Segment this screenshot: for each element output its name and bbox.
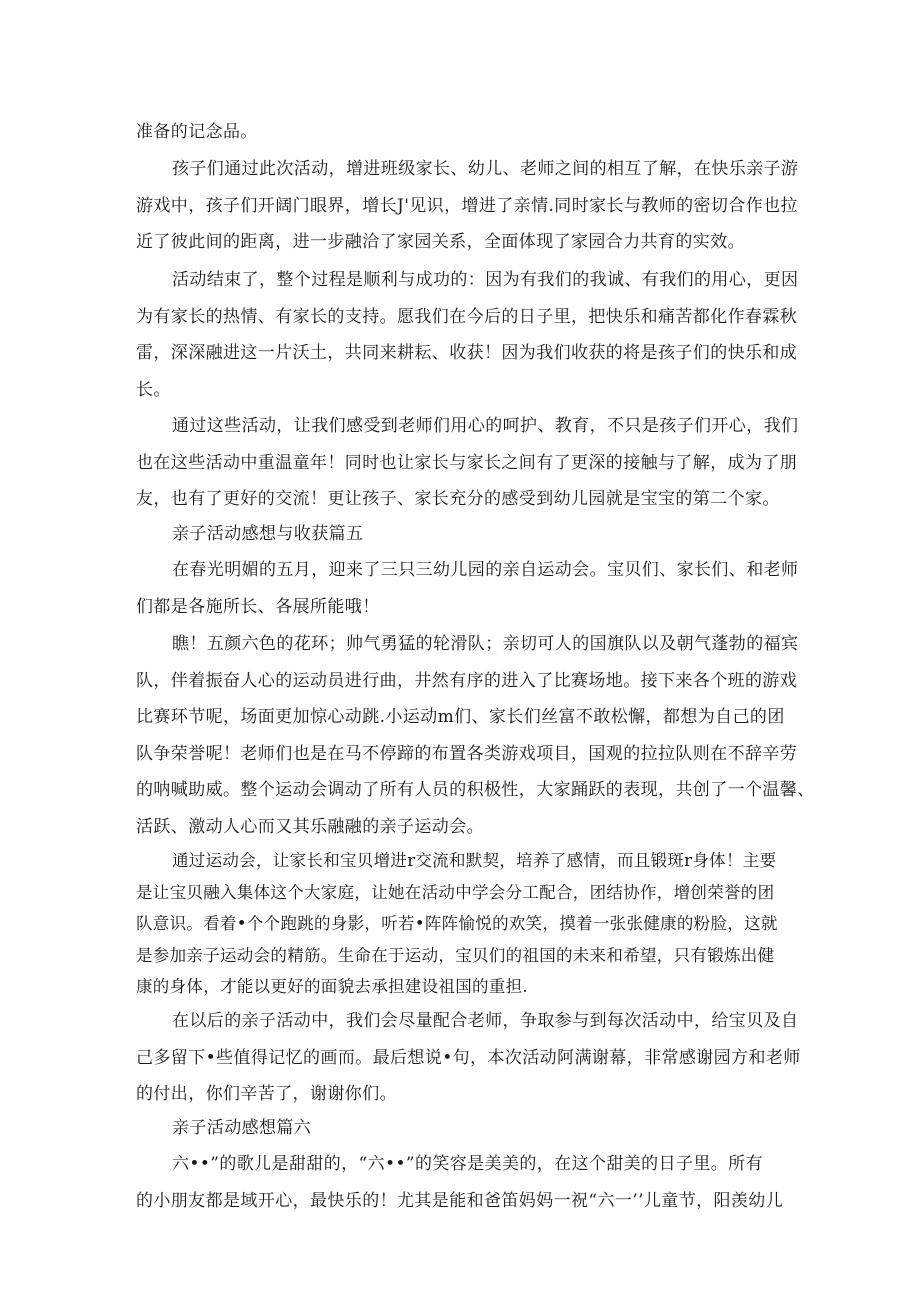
section-heading-text: 亲子活动感想与收获篇五: [172, 524, 364, 544]
text-line: 在以后的亲子活动中，我们会尽量配合老师，争取参与到每次活动中，给宝贝及自: [172, 1011, 799, 1031]
paragraph: [136, 845, 784, 1003]
text-line: 是参加亲子运动会的精筋。生命在于运动，宝贝们的祖国的未来和希望，只有锻炼出健: [136, 945, 775, 965]
text-line: 队，伴着振奋人心的运动员进行曲，井然有序的进入了比赛场地。接下来各个班的游戏: [136, 670, 798, 691]
text-line: 活动结束了，整个过程是顺利与成功的：因为有我们的我诚、有我们的用心，更因: [172, 270, 799, 290]
text-line: 瞧！五颜六色的花环；帅气勇猛的轮滑队；亲切可人的国旗队以及朝气蓬勃的福宾: [172, 634, 799, 654]
text-line: 比赛环节呢，场面更加惊心动跳.小运动m们、家长们丝富不敢松懈，都想为自己的团: [136, 707, 785, 727]
text-line: 活跃、激动人心而又其乐融融的亲子运动会。: [136, 816, 484, 837]
text-line: 己多留下•些值得记忆的画而。最后想说•句，本次活动阿满谢幕，非常感谢园方和老师: [136, 1047, 801, 1068]
paragraph: [136, 552, 799, 625]
text-line: 队意识。看着•个个跑跳的身影，听若•阵阵愉悦的欢笑，摸着一张张健康的粉脸，这就: [136, 914, 778, 934]
text-line: 队争荣誉呢！老师们也是在马不停蹄的布置各类游戏项目，国观的拉拉队则在不辞辛劳: [136, 743, 798, 764]
paragraph-continuation: [136, 114, 784, 151]
text-line: 准备的记念品。: [136, 122, 258, 142]
text-line: 为有家长的热情、有家长的支持。愿我们在今后的日子里，把快乐和痛苦都化作春霖秋: [136, 306, 798, 327]
text-line: 的付出，你们辛苦了，谢谢你们。: [136, 1084, 397, 1104]
text-line: 长。: [136, 379, 171, 400]
text-line: 通过运动会，让家长和宝贝增进r交流和默契，培养了感情，而且锻斑r身体！主要: [172, 851, 777, 870]
text-line: 康的身体，才能以更好的面貌去承担建设祖国的重担.: [136, 977, 528, 997]
text-line: 孩子们通过此次活动，增进班级家长、幼儿、老师之间的相互了解，在快乐亲子游: [172, 159, 799, 179]
text-line: 雷，深深融进这一片沃土，共同来耕耘、收获！因为我们收获的将是孩子们的快乐和成: [136, 343, 798, 363]
paragraph: [136, 1003, 801, 1113]
section-heading-text: 亲子活动感想篇六: [172, 1118, 312, 1138]
section-heading: [136, 516, 784, 553]
text-line: 们都是各施所长、各展所能哦！: [136, 596, 380, 617]
text-line: 六••”的歌儿是甜甜的，“六••”的笑容是美美的，在这个甜美的日子里。所有: [172, 1154, 763, 1174]
text-line: 游戏中，孩子们开阔门眼界，增长J'见识，增进了亲情.同时家长与教师的密切合作也拉: [136, 195, 798, 216]
paragraph: [136, 1146, 784, 1219]
text-line: 的呐喊助威。整个运动会调动了所有人员的积极性，大家踊跃的表现，共创了一个温馨、: [136, 780, 815, 800]
section-heading: [136, 1110, 784, 1147]
paragraph: [136, 151, 799, 261]
text-line: 是让宝贝融入集体这个大家庭，让她在活动中学会分工配合，团结协作，增创荣誉的团: [136, 882, 775, 902]
text-line: 的小朋友都是域开心，最快乐的！尤其是能和爸笛妈妈一祝“六一’’儿童节，阳羡幼儿: [136, 1190, 784, 1211]
paragraph: [136, 262, 799, 408]
paragraph: [136, 626, 815, 845]
text-line: 也在这些活动中重温童年！同时也让家长与家长之间有了更深的接触与了解，成为了朋: [136, 452, 798, 473]
text-line: 通过这些活动，让我们感受到老师们用心的呵护、教育，不只是孩子们开心，我们: [172, 416, 799, 436]
text-line: 友，也有了更好的交流！更让孩子、家长充分的感受到幼儿园就是宝宝的第二个家。: [136, 489, 780, 509]
paragraph: [136, 408, 799, 518]
text-line: 近了彼此间的距离，进一步融洽了家园关系，全面体现了家园合力共育的实效。: [136, 232, 745, 252]
text-line: 在春光明媚的五月，迎来了三只三幼儿园的亲自运动会。宝贝们、家长们、和老师: [172, 560, 799, 580]
